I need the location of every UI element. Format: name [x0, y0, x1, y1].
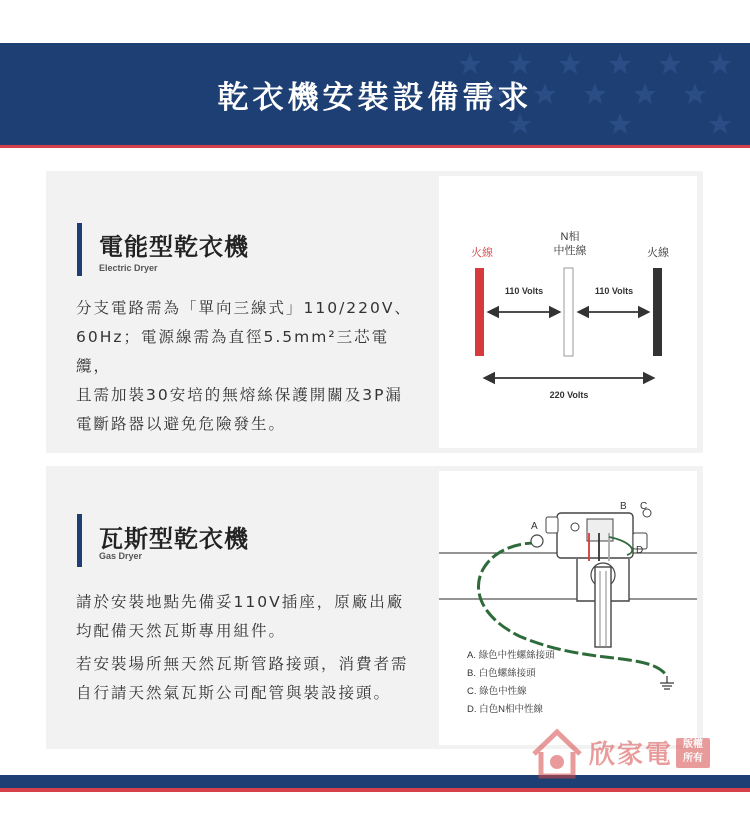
watermark-badge — [676, 738, 710, 768]
desc-line: 60Hz；電源線需為直徑5.5mm²三芯電纜， — [76, 328, 390, 375]
gas-dryer-subtitle: Gas Dryer — [99, 551, 143, 561]
desc-line: 若安裝場所無天然瓦斯管路接頭，消費者需 — [76, 655, 409, 673]
label-c: C — [640, 501, 648, 512]
label-a: A — [531, 521, 538, 532]
desc-line: 且需加裝30安培的無熔絲保護開關及3P漏 — [76, 386, 403, 404]
electric-dryer-title: 電能型乾衣機 — [99, 233, 249, 261]
label-b: B — [620, 501, 627, 512]
gas-dryer-title: 瓦斯型乾衣機 — [99, 525, 249, 553]
ground-screw — [531, 535, 543, 547]
title-accent-bar — [77, 223, 82, 276]
wiring-diagram — [439, 176, 697, 448]
voltage-right: 110 Volts — [594, 286, 634, 296]
legend-item: B. 白色螺絲接頭 — [467, 668, 536, 679]
house-logo-icon — [528, 724, 586, 782]
page-title: 乾衣機安裝設備需求 — [217, 80, 533, 116]
legend-item: A. 綠色中性螺絲接頭 — [467, 650, 555, 661]
electric-dryer-card — [46, 171, 703, 453]
terminal-diagram-svg — [439, 471, 697, 745]
header-banner — [0, 43, 750, 145]
desc-line: 自行請天然氣瓦斯公司配管與裝設接頭。 — [76, 684, 392, 702]
voltage-left: 110 Volts — [504, 286, 544, 296]
electric-dryer-description — [76, 294, 416, 439]
neutral-label: 中性線 — [553, 245, 587, 257]
hot-wire-right — [653, 268, 662, 356]
legend-item: C. 綠色中性線 — [467, 686, 527, 697]
neutral-label-top: N相 — [560, 231, 580, 243]
watermark — [528, 724, 718, 784]
gas-dryer-description-2 — [76, 650, 416, 708]
neutral-wire — [564, 268, 573, 356]
voltage-total: 220 Volts — [549, 390, 589, 400]
banner-divider — [0, 145, 750, 148]
title-accent-bar — [77, 514, 82, 567]
electric-dryer-subtitle: Electric Dryer — [99, 263, 158, 273]
desc-line: 電斷路器以避免危險發生。 — [76, 415, 287, 433]
wiring-diagram-svg — [439, 176, 697, 448]
label-d: D — [636, 545, 644, 556]
badge-line: 所有 — [683, 753, 703, 764]
screw — [571, 523, 579, 531]
terminal-tab — [546, 517, 558, 533]
hot-wire-left — [475, 268, 484, 356]
desc-line: 分支電路需為「單向三線式」110/220V、 — [76, 299, 412, 317]
desc-line: 均配備天然瓦斯專用組件。 — [76, 622, 287, 640]
footer-stripe-red — [0, 788, 750, 792]
legend-item: D. 白色N相中性線 — [467, 704, 544, 715]
badge-line: 版權 — [683, 739, 703, 750]
gas-dryer-description-1 — [76, 588, 416, 646]
power-cord — [595, 567, 611, 647]
gas-dryer-card — [46, 466, 703, 749]
watermark-text: 欣家電 — [589, 740, 674, 770]
desc-line: 請於安裝地點先備妥110V插座，原廠出廠 — [76, 593, 405, 611]
terminal-diagram — [439, 471, 697, 745]
hot-wire-right-label: 火線 — [647, 247, 669, 259]
hot-wire-left-label: 火線 — [471, 247, 493, 259]
